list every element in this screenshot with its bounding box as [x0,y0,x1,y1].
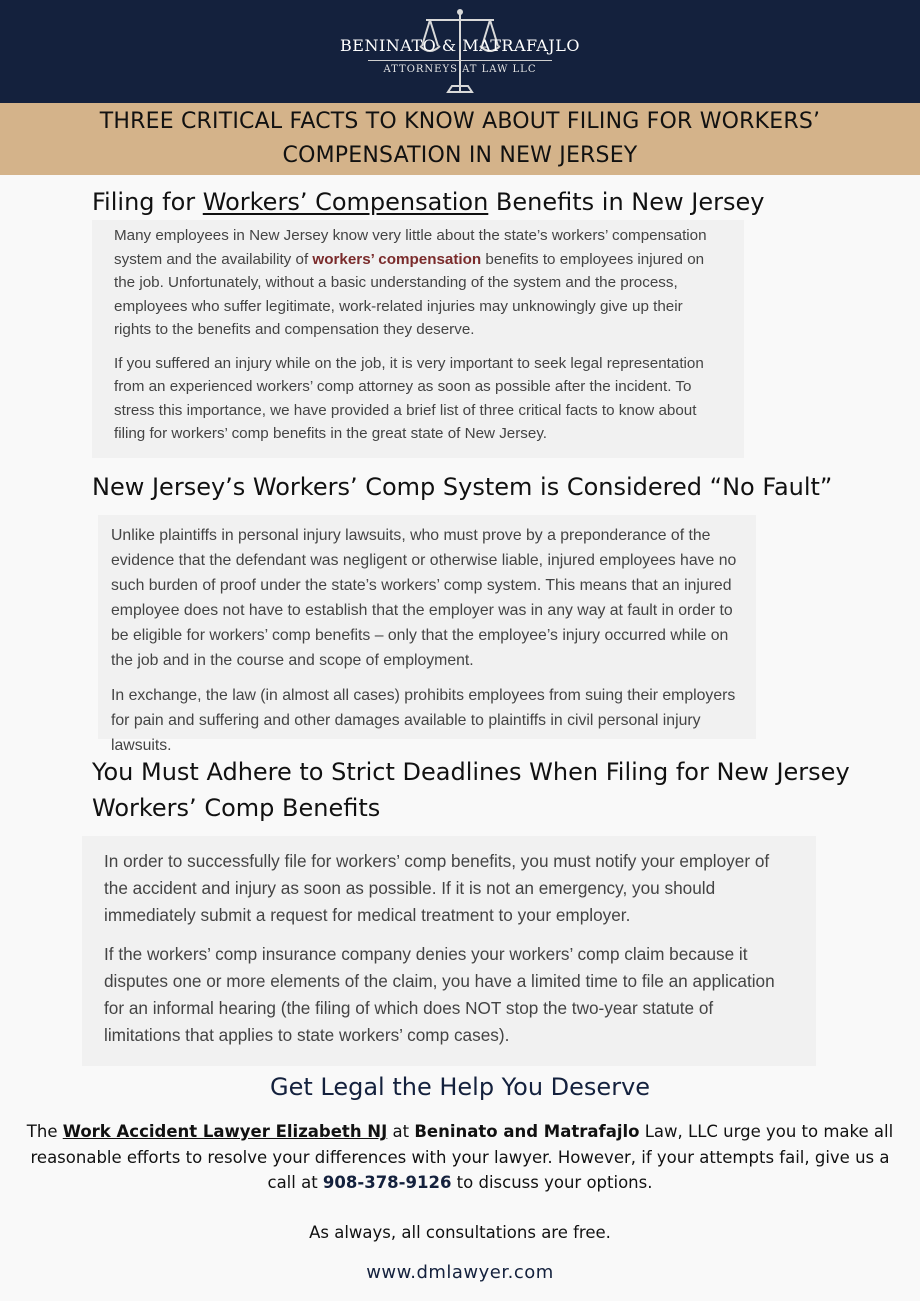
section-1-paragraph-1 [114,224,722,342]
website-link[interactable]: www.dmlawyer.com [366,1262,554,1283]
firm-logo [0,0,920,103]
section-2-excerpt [98,515,756,754]
phone-number-link[interactable]: 908-378-9126 [322,1173,452,1192]
workers-compensation-link[interactable]: Workers’ Compensation [202,188,489,216]
work-accident-lawyer-link[interactable]: Work Accident Lawyer Elizabeth NJ [62,1122,388,1141]
section-1-paragraph-2: If you suffered an injury while on the job, it is very important to seek legal representation from an experienced workers’ comp attorney as soon as possible after the incident. To stress this importance, we have provided a brief list of three critical facts to know about filing for workers’ comp benefits in the great state of New Jersey. [114,354,704,442]
page-title: THREE CRITICAL FACTS TO KNOW ABOUT FILING FOR WORKERS’ COMPENSATION IN NEW JERSEY [99,109,821,168]
cta-text-4: to discuss your options. [451,1173,653,1192]
free-consultation-note: As always, all consultations are free. [309,1223,611,1242]
cta-title: Get Legal the Help You Deserve [269,1073,651,1101]
title-banner [0,103,920,175]
cta-text-1: The [26,1122,63,1141]
cta-text-2: at [387,1122,415,1141]
section-1-p1-text-end: benefits to employees injured on the job. Unfortunately, without a basic understanding of the system and the process, employees who suffer legitimate, work-related injuries may unknowingly give up their rights to the benefits and compensation they deserve. [114,250,705,338]
logo-divider [368,60,552,61]
section-1-p1-text: Many employees in New Jersey know very little about the state’s workers’ compensation system and the availability of [114,227,707,268]
workers-compensation-keyword-link[interactable]: workers’ compensation [312,250,482,268]
section-1-title-before: Filing for [92,188,203,216]
section-2-paragraph-2: In exchange, the law (in almost all cases) prohibits employees from suing their employers for pain and suffering and other damages available to plaintiffs in civil personal injury lawsuits. [111,687,736,754]
firm-name: BENINATO & MATRAFAJLO [340,36,580,55]
section-3-title: You Must Adhere to Strict Deadlines When Filing for New Jersey Workers’ Comp Benefits [92,758,850,822]
section-1-excerpt [92,220,744,458]
firm-subtitle: ATTORNEYS AT LAW LLC [383,64,537,75]
section-1-title [92,184,764,220]
section-1-title-after: Benefits in New Jersey [488,188,765,216]
section-2-title: New Jersey’s Workers’ Comp System is Considered “No Fault” [92,473,833,501]
section-3-excerpt [82,836,816,1066]
cta-text-3: Law, LLC urge you to make all reasonable efforts to resolve your differences with your lawyer. However, if your attempts fail, give us a call at [30,1122,894,1192]
section-2-paragraph-1: Unlike plaintiffs in personal injury lawsuits, who must prove by a preponderance of the evidence that the defendant was negligent or otherwise liable, injured employees have no such burden of proof under the state’s workers’ comp system. This means that an injured employee does not have to establish that the employer was in any way at fault in order to be eligible for workers’ comp benefits – only that the employee’s injury occurred while on the job and in the course and scope of employment. [111,527,737,669]
section-3-paragraph-2: If the workers’ comp insurance company denies your workers’ comp claim because it disputes one or more elements of the claim, you have a limited time to file an application for an informal hearing (the filing of which does NOT stop the two-year statute of limitations that applies to state workers’ comp cases). [104,944,775,1045]
cta-paragraph [20,1119,900,1196]
firm-name-bold: Beninato and Matrafajlo [414,1122,640,1141]
section-3-paragraph-1: In order to successfully file for workers’ comp benefits, you must notify your employer of the accident and injury as soon as possible. If it is not an emergency, you should immediately submit a request for medical treatment to your employer. [104,851,770,925]
